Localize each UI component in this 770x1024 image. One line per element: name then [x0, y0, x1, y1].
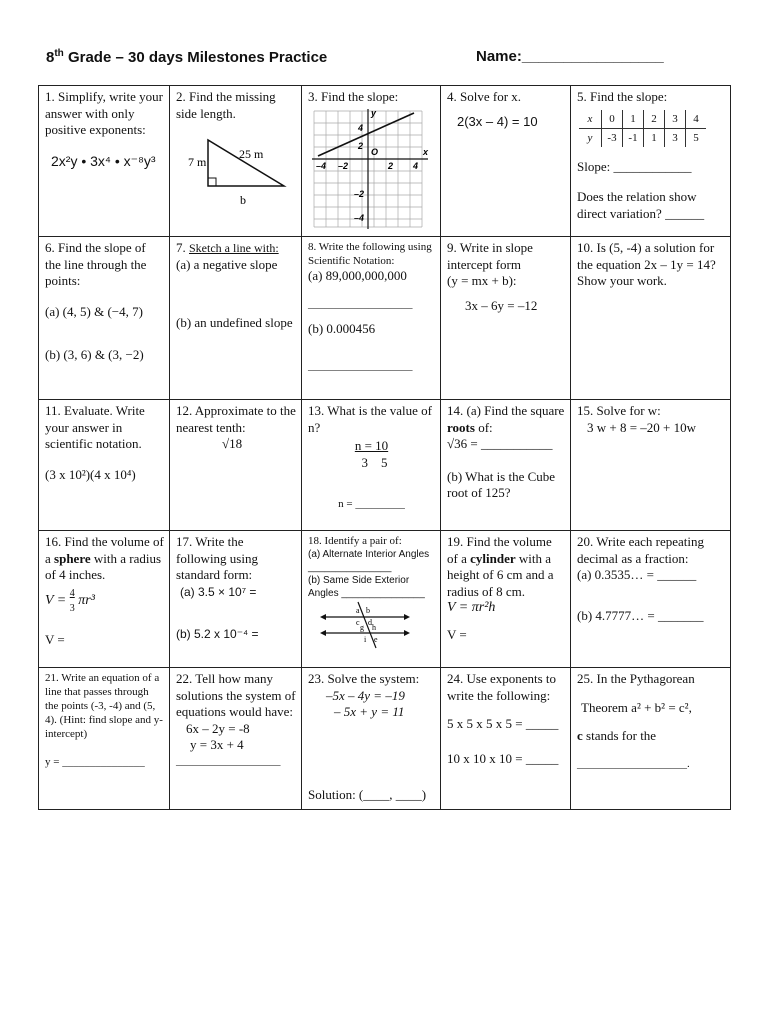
hyp-label: 25 m: [239, 147, 264, 161]
origin-label: O: [371, 147, 379, 157]
xy-table: [579, 110, 706, 147]
tick-4: 4: [358, 123, 364, 133]
problem-6: [39, 237, 170, 400]
problem-20b[interactable]: (b) 4.7777… = _______: [577, 607, 704, 623]
tick-x-2: 2: [388, 161, 394, 171]
problem-13-text: 13. What is the value of n?: [308, 403, 432, 435]
angle-label: c: [356, 618, 360, 627]
problem-9-expression: 3x – 6y = –12: [465, 297, 538, 313]
y-cell: 5: [686, 128, 707, 147]
problem-21: [39, 668, 170, 810]
problem-10-text: 10. Is (5, -4) a solution for the equation 2x – 1y = 14? Show your work.: [577, 240, 716, 288]
problem-19-text: 19. Find the volume of a cylinder with a height of 6 cm and a radius of 8 cm.: [447, 534, 554, 599]
problem-16: [39, 531, 170, 668]
right-triangle-figure: [176, 128, 296, 208]
problem-23: [302, 668, 441, 810]
problem-15-text: 15. Solve for w:: [577, 403, 661, 418]
problem-5: [571, 86, 731, 237]
problem-4-text: 4. Solve for x.: [447, 89, 522, 104]
tick-neg2: –2: [354, 189, 365, 199]
problem-20-text: 20. Write each repeating decimal as a fraction:: [577, 534, 705, 566]
problem-15-expression: 3 w + 8 = –20 + 10w: [587, 419, 697, 435]
problem-22-eq2: y = 3x + 4: [190, 737, 244, 752]
problem-7-text: Sketch a line with:: [189, 241, 279, 255]
problem-18a: (a) Alternate Interior Angles _______________: [308, 549, 430, 573]
proportion-numerator: n = 10: [354, 438, 389, 453]
angle-label: h: [372, 623, 376, 632]
problem-11-expression: (3 x 10²)(4 x 10⁴): [45, 466, 136, 482]
direct-variation-question: Does the relation show direct variation? ______: [577, 189, 705, 221]
problem-20: [571, 531, 731, 668]
problem-23-solution[interactable]: Solution: (____, ____): [308, 786, 427, 802]
problem-16-text: 16. Find the volume of a sphere with a radius of 4 inches.: [45, 534, 164, 582]
sphere-formula: V = $\frac{4}{3}$ πr³: [45, 587, 95, 614]
x-cell: 0: [602, 110, 623, 129]
problem-9-text: 9. Write in slope intercept form: [447, 240, 533, 272]
problem-4-expression: 2(3x – 4) = 10: [457, 113, 538, 129]
problem-14: [441, 400, 571, 531]
problem-19: [441, 531, 571, 668]
slope-answer[interactable]: Slope: ____________: [577, 158, 692, 174]
y-cell: 3: [665, 128, 686, 147]
problem-22-text: 22. Tell how many solutions the system of equations would have:: [176, 671, 296, 719]
problem-2: [170, 86, 302, 237]
cylinder-formula: V = πr²h: [447, 600, 496, 615]
problem-18: [302, 531, 441, 668]
problem-12-expression: √18: [222, 436, 243, 451]
tick-x-neg4: –4: [316, 161, 327, 171]
problem-8a-blank[interactable]: ___________________: [308, 297, 413, 310]
problem-8b: (b) 0.000456: [308, 320, 376, 336]
problem-7a: (a) a negative slope: [176, 256, 278, 272]
problem-22: [170, 668, 302, 810]
problem-1-expression: 2x²y • 3x⁴ • x⁻⁸y³: [51, 152, 156, 169]
problem-22-eq1: 6x – 2y = -8: [186, 720, 250, 736]
problem-18b: (b) Same Side Exterior Angles _______________: [308, 575, 425, 599]
problem-24a[interactable]: 5 x 5 x 5 x 5 = _____: [447, 716, 559, 731]
y-axis-label: y: [371, 108, 377, 118]
problem-25-blank[interactable]: ____________________.: [577, 757, 690, 770]
tick-neg4: –4: [354, 213, 365, 223]
problem-11-text: 11. Evaluate. Write your answer in scientific notation.: [45, 403, 145, 451]
problem-10: [571, 237, 731, 400]
problem-grid: [38, 85, 731, 810]
y-cell: 1: [644, 128, 665, 147]
problem-23-eq2: – 5x + y = 11: [334, 704, 405, 719]
tick-x-neg2: –2: [338, 161, 349, 171]
problem-23-eq1: –5x – 4y = –19: [326, 687, 405, 703]
problem-6-text: 6. Find the slope of the line through the points:: [45, 240, 147, 288]
coordinate-graph: [310, 107, 434, 231]
problem-8-text: 8. Write the following using Scientific Notation:: [308, 241, 432, 267]
proportion-denominator: 3 5: [361, 454, 388, 470]
problem-14a[interactable]: √36 = ___________: [447, 436, 553, 451]
problem-14b: (b) What is the Cube root of 125?: [447, 468, 556, 500]
problem-7: [170, 237, 302, 400]
angle-label: e: [374, 635, 378, 644]
problem-24-text: 24. Use exponents to write the following:: [447, 671, 557, 703]
problem-9: [441, 237, 571, 400]
problem-17-text: 17. Write the following using standard form:: [176, 534, 258, 582]
problem-24b[interactable]: 10 x 10 x 10 = _____: [447, 750, 559, 766]
angle-label: b: [366, 606, 370, 615]
problem-14-text: 14. (a) Find the square roots of:: [447, 403, 565, 435]
problem-4: [441, 86, 571, 237]
y-cell: -3: [602, 128, 623, 147]
problem-6a: (a) (4, 5) & (−4, 7): [45, 303, 143, 319]
problem-3-text: 3. Find the slope:: [308, 89, 399, 104]
x-cell: 3: [665, 110, 686, 129]
problem-25-c-line: c stands for the: [577, 728, 657, 743]
problem-19-answer[interactable]: V =: [447, 626, 467, 642]
x-cell: 2: [644, 110, 665, 129]
x-axis-label: x: [423, 147, 429, 157]
problem-12: [170, 400, 302, 531]
y-cell: -1: [623, 128, 644, 147]
problem-5-text: 5. Find the slope:: [577, 89, 668, 104]
problem-6b: (b) (3, 6) & (3, −2): [45, 347, 144, 362]
problem-3: [302, 86, 441, 237]
problem-24: [441, 668, 571, 810]
name-field[interactable]: Name:_________________: [476, 48, 664, 65]
transversal-figure: [320, 600, 430, 650]
problem-20a[interactable]: (a) 0.3535… = ______: [577, 567, 697, 582]
angle-label: d: [368, 618, 372, 627]
angle-label: i: [364, 635, 367, 644]
problem-12-text: 12. Approximate to the nearest tenth:: [176, 403, 296, 435]
problem-9-form: (y = mx + b):: [447, 273, 517, 288]
problem-18-text: 18. Identify a pair of:: [308, 535, 402, 547]
problem-1-text: 1. Simplify, write your answer with only positive exponents:: [45, 89, 163, 137]
problem-16-answer[interactable]: V =: [45, 631, 65, 647]
x-cell: 1: [623, 110, 644, 129]
problem-1: [39, 86, 170, 237]
tick-x-4: 4: [413, 161, 419, 171]
angle-label: a: [356, 606, 360, 615]
problem-15: [571, 400, 731, 531]
problem-25-text: 25. In the Pythagorean: [577, 671, 695, 686]
x-cell: 4: [686, 110, 707, 129]
problem-13-answer[interactable]: n = _________: [338, 498, 405, 510]
x-header: x: [579, 110, 602, 129]
problem-13: [302, 400, 441, 531]
problem-7-number: 7.: [176, 240, 189, 255]
problem-8: [302, 237, 441, 400]
problem-21-text: 21. Write an equation of a line that passes through the points (-3, -4) and (5, 4). (Hint: find slope and y-intercept): [45, 672, 163, 740]
problem-23-text: 23. Solve the system:: [308, 671, 420, 686]
problem-11: [39, 400, 170, 531]
leg-label: 7 m: [188, 155, 207, 169]
problem-25: [571, 668, 731, 810]
page-title: 8th Grade – 30 days Milestones Practice: [46, 48, 328, 66]
problem-17: [170, 531, 302, 668]
angle-label: g: [360, 623, 364, 632]
problem-25-theorem: Theorem a² + b² = c²,: [581, 699, 692, 715]
problem-21-answer[interactable]: y = _______________: [45, 756, 145, 768]
problem-22-blank[interactable]: ___________________: [176, 754, 281, 767]
tick-2: 2: [358, 141, 364, 151]
problem-8a: (a) 89,000,000,000: [308, 268, 407, 283]
problem-2-text: 2. Find the missing side length.: [176, 89, 276, 121]
y-header: y: [587, 131, 593, 144]
problem-17a: (a) 3.5 × 10⁷ =: [180, 584, 257, 599]
problem-7b: (b) an undefined slope: [176, 315, 293, 330]
problem-8b-blank[interactable]: ___________________: [308, 360, 413, 372]
problem-17b: (b) 5.2 x 10⁻⁴ =: [176, 627, 259, 641]
base-label: b: [240, 193, 246, 207]
